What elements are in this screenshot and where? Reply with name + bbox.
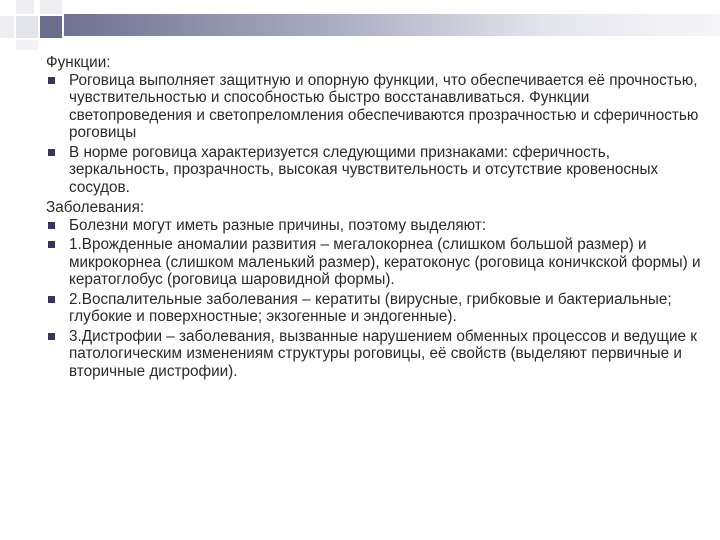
list-item: 3.Дистрофии – заболевания, вызванные нарушением обменных процессов и ведущие к патологическим изменениям структуры роговицы, её свойств (выделяют первичные и вторичные дистрофии). xyxy=(46,328,706,381)
list-item: 1.Врожденные аномалии развития – мегалокорнеа (слишком большой размер) и микрокорнеа (слишком маленький размер), кератоконус (роговица коничкской формы) и кератоглобус (роговица шаровидной формы). xyxy=(46,236,706,289)
bullet-icon xyxy=(48,241,55,248)
list-item: Роговица выполняет защитную и опорную функции, что обеспечивается её прочностью, чувствительностью и способностью быстро восстанавливаться. Функции светопроведения и светопреломления обеспечиваются прозрачностью и сферичностью роговицы xyxy=(46,72,706,142)
decor-square xyxy=(16,40,38,50)
decor-square xyxy=(16,0,34,14)
bullet-icon xyxy=(48,77,55,84)
functions-list xyxy=(46,72,706,197)
decor-square xyxy=(16,16,38,38)
bullet-icon xyxy=(48,222,55,229)
header-gradient-bar xyxy=(64,14,720,36)
section-heading-diseases: Заболевания: xyxy=(46,199,145,216)
decor-square-accent xyxy=(40,16,62,38)
list-item: 2.Воспалительные заболевания – кератиты (вирусные, грибковые и бактериальные; глубокие и поверхностные; экзогенные и эндогенные). xyxy=(46,291,706,326)
list-item: В норме роговица характеризуется следующими признаками: сферичность, зеркальность, прозрачность, высокая чувствительность и отсутствие кровеносных сосудов. xyxy=(46,144,706,197)
bullet-icon xyxy=(48,296,55,303)
slide-content xyxy=(46,54,706,380)
diseases-list xyxy=(46,217,706,381)
decor-square xyxy=(0,0,14,14)
bullet-icon xyxy=(48,333,55,340)
bullet-icon xyxy=(48,149,55,156)
section-heading-functions: Функции: xyxy=(46,54,111,71)
decor-square xyxy=(40,0,62,14)
decor-square xyxy=(0,16,14,38)
list-item: Болезни могут иметь разные причины, поэтому выделяют: xyxy=(46,217,706,235)
